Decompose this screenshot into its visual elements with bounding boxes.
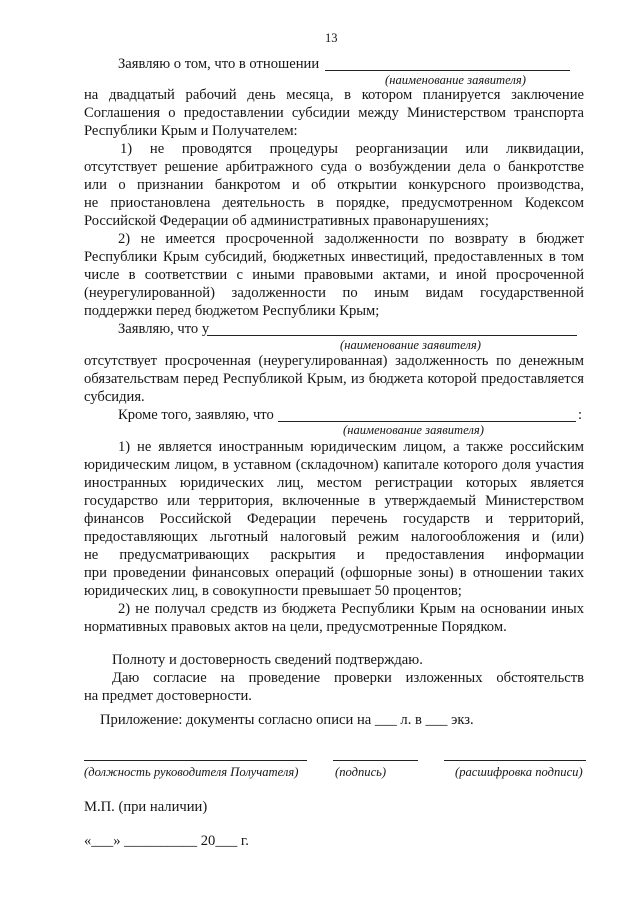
- item1-line-2: отсутствует решение арбитражного суда о возбуждении дела о банкротстве: [84, 159, 584, 175]
- applicant-caption-2: (наименование заявителя): [340, 338, 481, 352]
- signature-decoding-caption: (расшифровка подписи): [455, 765, 583, 779]
- statement2-line-1: отсутствует просроченная (неурегулированная) задолженность по денежным: [84, 353, 584, 369]
- statement3-colon: :: [578, 407, 583, 423]
- date-line: «___» __________ 20___ г.: [84, 833, 249, 849]
- item1-line-1: 1) не проводятся процедуры реорганизации или ликвидации,: [120, 141, 584, 157]
- statement1-intro: Заявляю о том, что в отношении: [118, 56, 320, 72]
- applicant-name-field-2: [207, 335, 577, 336]
- position-field: [84, 760, 307, 761]
- item3-line-5: финансов Российской Федерации перечень государств и территорий,: [84, 511, 584, 527]
- signature-caption: (подпись): [335, 765, 387, 779]
- statement2-line-3: субсидия.: [84, 389, 145, 405]
- seal-text: М.П. (при наличии): [84, 799, 208, 815]
- consent-line-2: на предмет достоверности.: [84, 688, 252, 704]
- item1-line-4: не приостановлена деятельность в порядке, предусмотренном Кодексом: [84, 195, 584, 211]
- item2-line-4: (неурегулированной) задолженности по иным видам государственной: [84, 285, 584, 301]
- position-caption: (должность руководителя Получателя): [84, 765, 299, 779]
- statement2-line-2: обязательствам перед Республикой Крым, из бюджета которой предоставляется: [84, 371, 584, 387]
- statement2-intro: Заявляю, что у: [118, 321, 210, 337]
- item3-line-3: иностранных юридических лиц, местом регистрации которых является: [84, 475, 584, 491]
- item3-line-1: 1) не является иностранным юридическим лицом, а также российским: [118, 439, 584, 455]
- item2-line-1: 2) не имеется просроченной задолженности по возврату в бюджет: [118, 231, 584, 247]
- applicant-name-field-1: [325, 70, 570, 71]
- item4-line-2: нормативных правовых актов на цели, предусмотренные Порядком.: [84, 619, 507, 635]
- confirmation-text: Полноту и достоверность сведений подтверждаю.: [112, 652, 423, 668]
- statement1-line-3: Республики Крым и Получателем:: [84, 123, 298, 139]
- item1-line-5: Российской Федерации об административных правонарушениях;: [84, 213, 489, 229]
- item3-line-8: при проведении финансовых операций (офшорные зоны) в отношении таких: [84, 565, 584, 581]
- item2-line-3: числе в соответствии с иными правовыми актами, и иной просроченной: [84, 267, 584, 283]
- attachment-text: Приложение: документы согласно описи на ___ л. в ___ экз.: [100, 712, 474, 728]
- consent-line-1: Даю согласие на проведение проверки изложенных обстоятельств: [112, 670, 584, 686]
- item3-line-6: предоставляющих льготный налоговый режим налогообложения и (или): [84, 529, 584, 545]
- item2-line-2: Республики Крым субсидий, бюджетных инвестиций, предоставленных в том: [84, 249, 584, 265]
- statement1-line-2: Соглашения о предоставлении субсидии между Министерством транспорта: [84, 105, 584, 121]
- item3-line-4: государство или территория, включенные в утверждаемый Министерством: [84, 493, 584, 509]
- item4-line-1: 2) не получал средств из бюджета Республики Крым на основании иных: [118, 601, 584, 617]
- statement1-line-1: на двадцатый рабочий день месяца, в котором планируется заключение: [84, 87, 584, 103]
- applicant-caption-3: (наименование заявителя): [343, 423, 484, 437]
- applicant-caption-1: (наименование заявителя): [385, 73, 526, 87]
- page-number: 13: [325, 31, 338, 45]
- statement3-intro: Кроме того, заявляю, что: [118, 407, 274, 423]
- signature-field: [333, 760, 418, 761]
- item3-line-9: юридических лиц, в совокупности превышает 50 процентов;: [84, 583, 462, 599]
- signature-decoding-field: [444, 760, 586, 761]
- item3-line-7: не предусматривающих раскрытия и предоставления информации: [84, 547, 584, 563]
- item1-line-3: или о признании банкротом и об открытии конкурсного производства,: [84, 177, 584, 193]
- item3-line-2: юридическим лицом, в уставном (складочном) капитале которого доля участия: [84, 457, 584, 473]
- item2-line-5: поддержки перед бюджетом Республики Крым;: [84, 303, 380, 319]
